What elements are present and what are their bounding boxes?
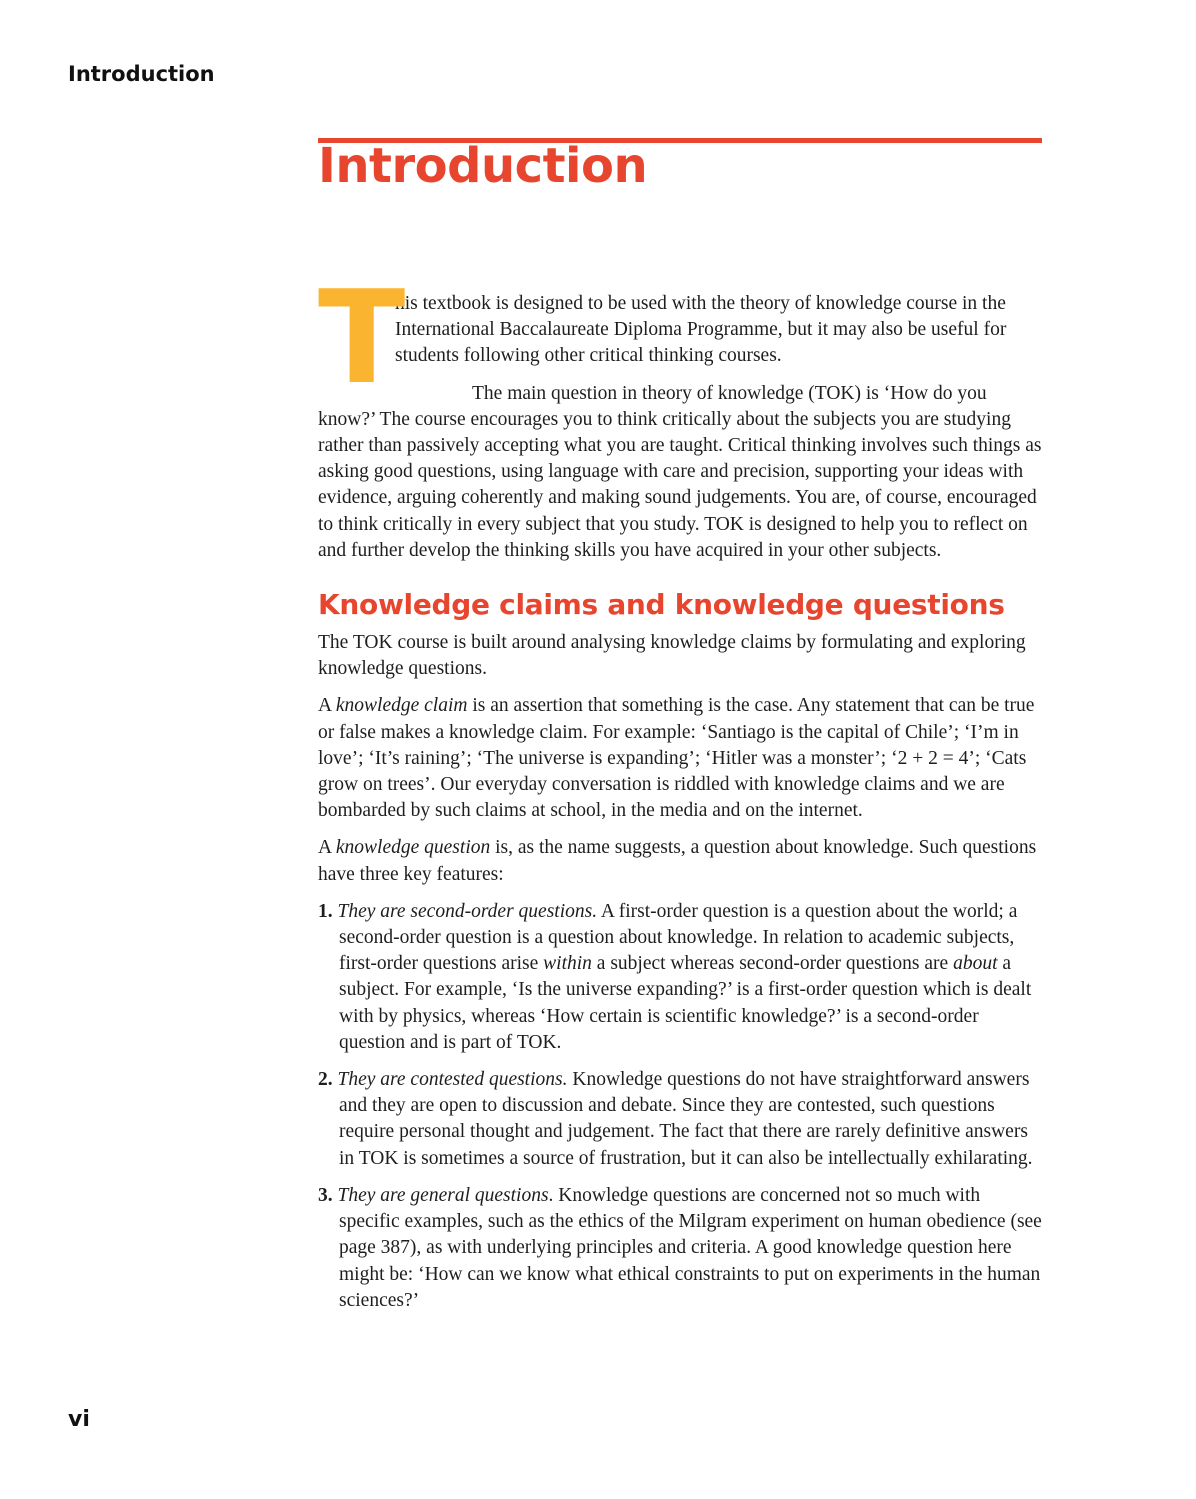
paragraph-knowledge-question: A knowledge question is, as the name suggests, a question about knowledge. Such questions have three key features: [318, 837, 1037, 885]
section-heading: Knowledge claims and knowledge questions [318, 588, 1005, 622]
drop-cap: T [318, 264, 406, 413]
running-head: Introduction [68, 62, 215, 86]
list-item: 3. They are general questions. Knowledge questions are concerned not so much with specific examples, such as the ethics of the Milgram experiment on human obedience (see page 387), as with underlying principles and criteria. A good knowledge question here might be: ‘How can we know what ethical constraints to put on experiments in the human sciences?’ [318, 1184, 1042, 1311]
term-knowledge-question: knowledge question [335, 837, 491, 859]
body-text [318, 264, 1042, 1325]
intro-paragraph: T his textbook is designed to be used with the theory of knowledge course in the International Baccalaureate Diploma Programme, but it may also be useful for students following other critical thinking courses. [318, 264, 1007, 413]
list-item: 1. They are second-order questions. A first-order question is a question about the world; a second-order question is a question about knowledge. In relation to academic subjects, first-order questions arise within a subject whereas second-order questions are about a subject. For example, ‘Is the universe expanding?’ is a first-order question which is dealt with by physics, whereas ‘How certain is scientific knowledge?’ is a second-order question and is part of TOK. [318, 900, 1032, 1053]
term-knowledge-claim: knowledge claim [335, 695, 468, 717]
chapter-title: Introduction [318, 138, 648, 194]
list-item: 2. They are contested questions. Knowledge questions do not have straightforward answers and they are open to discussion and debate. Since they are contested, such questions require personal thought and judgement. The fact that there are rarely definitive answers in TOK is sometimes a source of frustration, but it can also be intellectually exhilarating. [318, 1069, 1033, 1169]
features-list [318, 899, 1042, 1314]
page-number: vi [68, 1407, 90, 1432]
paragraph-knowledge-claim: A knowledge claim is an assertion that something is the case. Any statement that can be true or false makes a knowledge claim. For example: ‘Santiago is the capital of Chile’; ‘I’m in love’; ‘It’s raining’; ‘The universe is expanding’; ‘Hitler was a monster’; ‘2 + 2 = 4’; ‘Cats grow on trees’. Our everyday conversation is riddled with knowledge claims and we are bombarded by such claims at school, in the media and on the internet. [318, 695, 1035, 822]
paragraph-main-question: The main question in theory of knowledge (TOK) is ‘How do you know?’ The course encourages you to think critically about the subjects you are studying rather than passively accepting what you are taught. Critical thinking involves such things as asking good questions, using language with care and precision, supporting your ideas with evidence, arguing coherently and making sound judgements. You are, of course, encouraged to think critically in every subject that you study. TOK is designed to help you to reflect on and further develop the thinking skills you have acquired in your other subjects. [318, 382, 1042, 561]
paragraph-tok-course: The TOK course is built around analysing knowledge claims by formulating and exploring knowledge questions. [318, 632, 1026, 680]
